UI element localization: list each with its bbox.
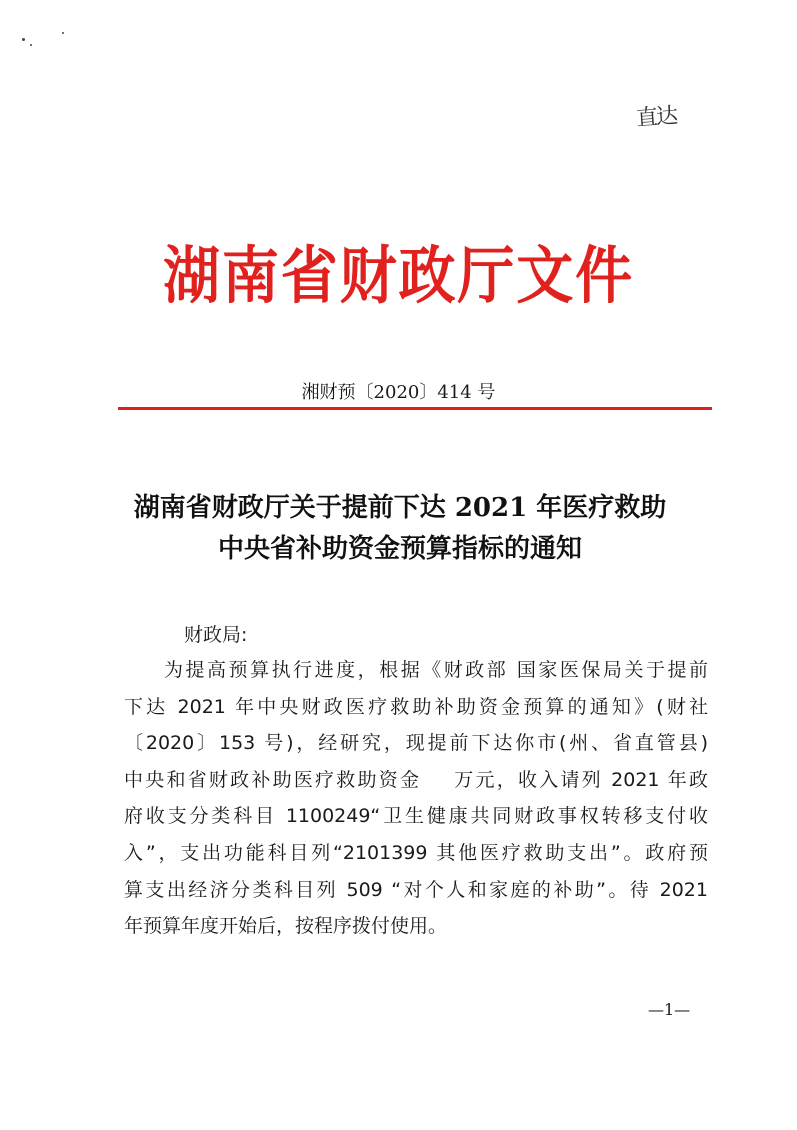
body-line: 府收支分类科目 1100249“卫生健康共同财政事权转移支付收: [124, 805, 708, 828]
body-line: 为提高预算执行进度，根据《财政部 国家医保局关于提前: [164, 659, 708, 681]
scan-speck: [22, 38, 25, 41]
body-line: 中央和省财政补助医疗救助资金 万元，收入请列 2021 年政: [124, 768, 708, 791]
document-number: 湘财预〔2020〕414 号: [301, 382, 496, 403]
body-line: 入”，支出功能科目列“2101399 其他医疗救助支出”。政府预: [124, 841, 708, 864]
handwritten-note: 直达: [635, 103, 677, 132]
body-line: 算支出经济分类科目列 509 “对个人和家庭的补助”。待 2021: [124, 878, 708, 901]
page-number: —1—: [648, 1000, 691, 1019]
notice-title-line: 中央省补助资金预算指标的通知: [217, 534, 582, 564]
notice-title: [80, 488, 720, 570]
scan-speck: [62, 32, 64, 34]
addressee: 财政局:: [184, 624, 248, 646]
header-divider: [118, 407, 712, 410]
scan-speck: [30, 44, 32, 46]
body-line: 年预算年度开始后，按程序拨付使用。: [124, 915, 448, 938]
notice-body: [124, 652, 708, 945]
body-line: 〔2020〕153 号)，经研究，现提前下达你市(州、省直管县): [124, 732, 708, 755]
notice-title-line: 湖南省财政厅关于提前下达 2021 年医疗救助: [133, 493, 667, 523]
document-header-title: 湖南省财政厅文件: [162, 239, 635, 312]
body-line: 下达 2021 年中央财政医疗救助补助资金预算的通知》(财社: [124, 695, 708, 718]
